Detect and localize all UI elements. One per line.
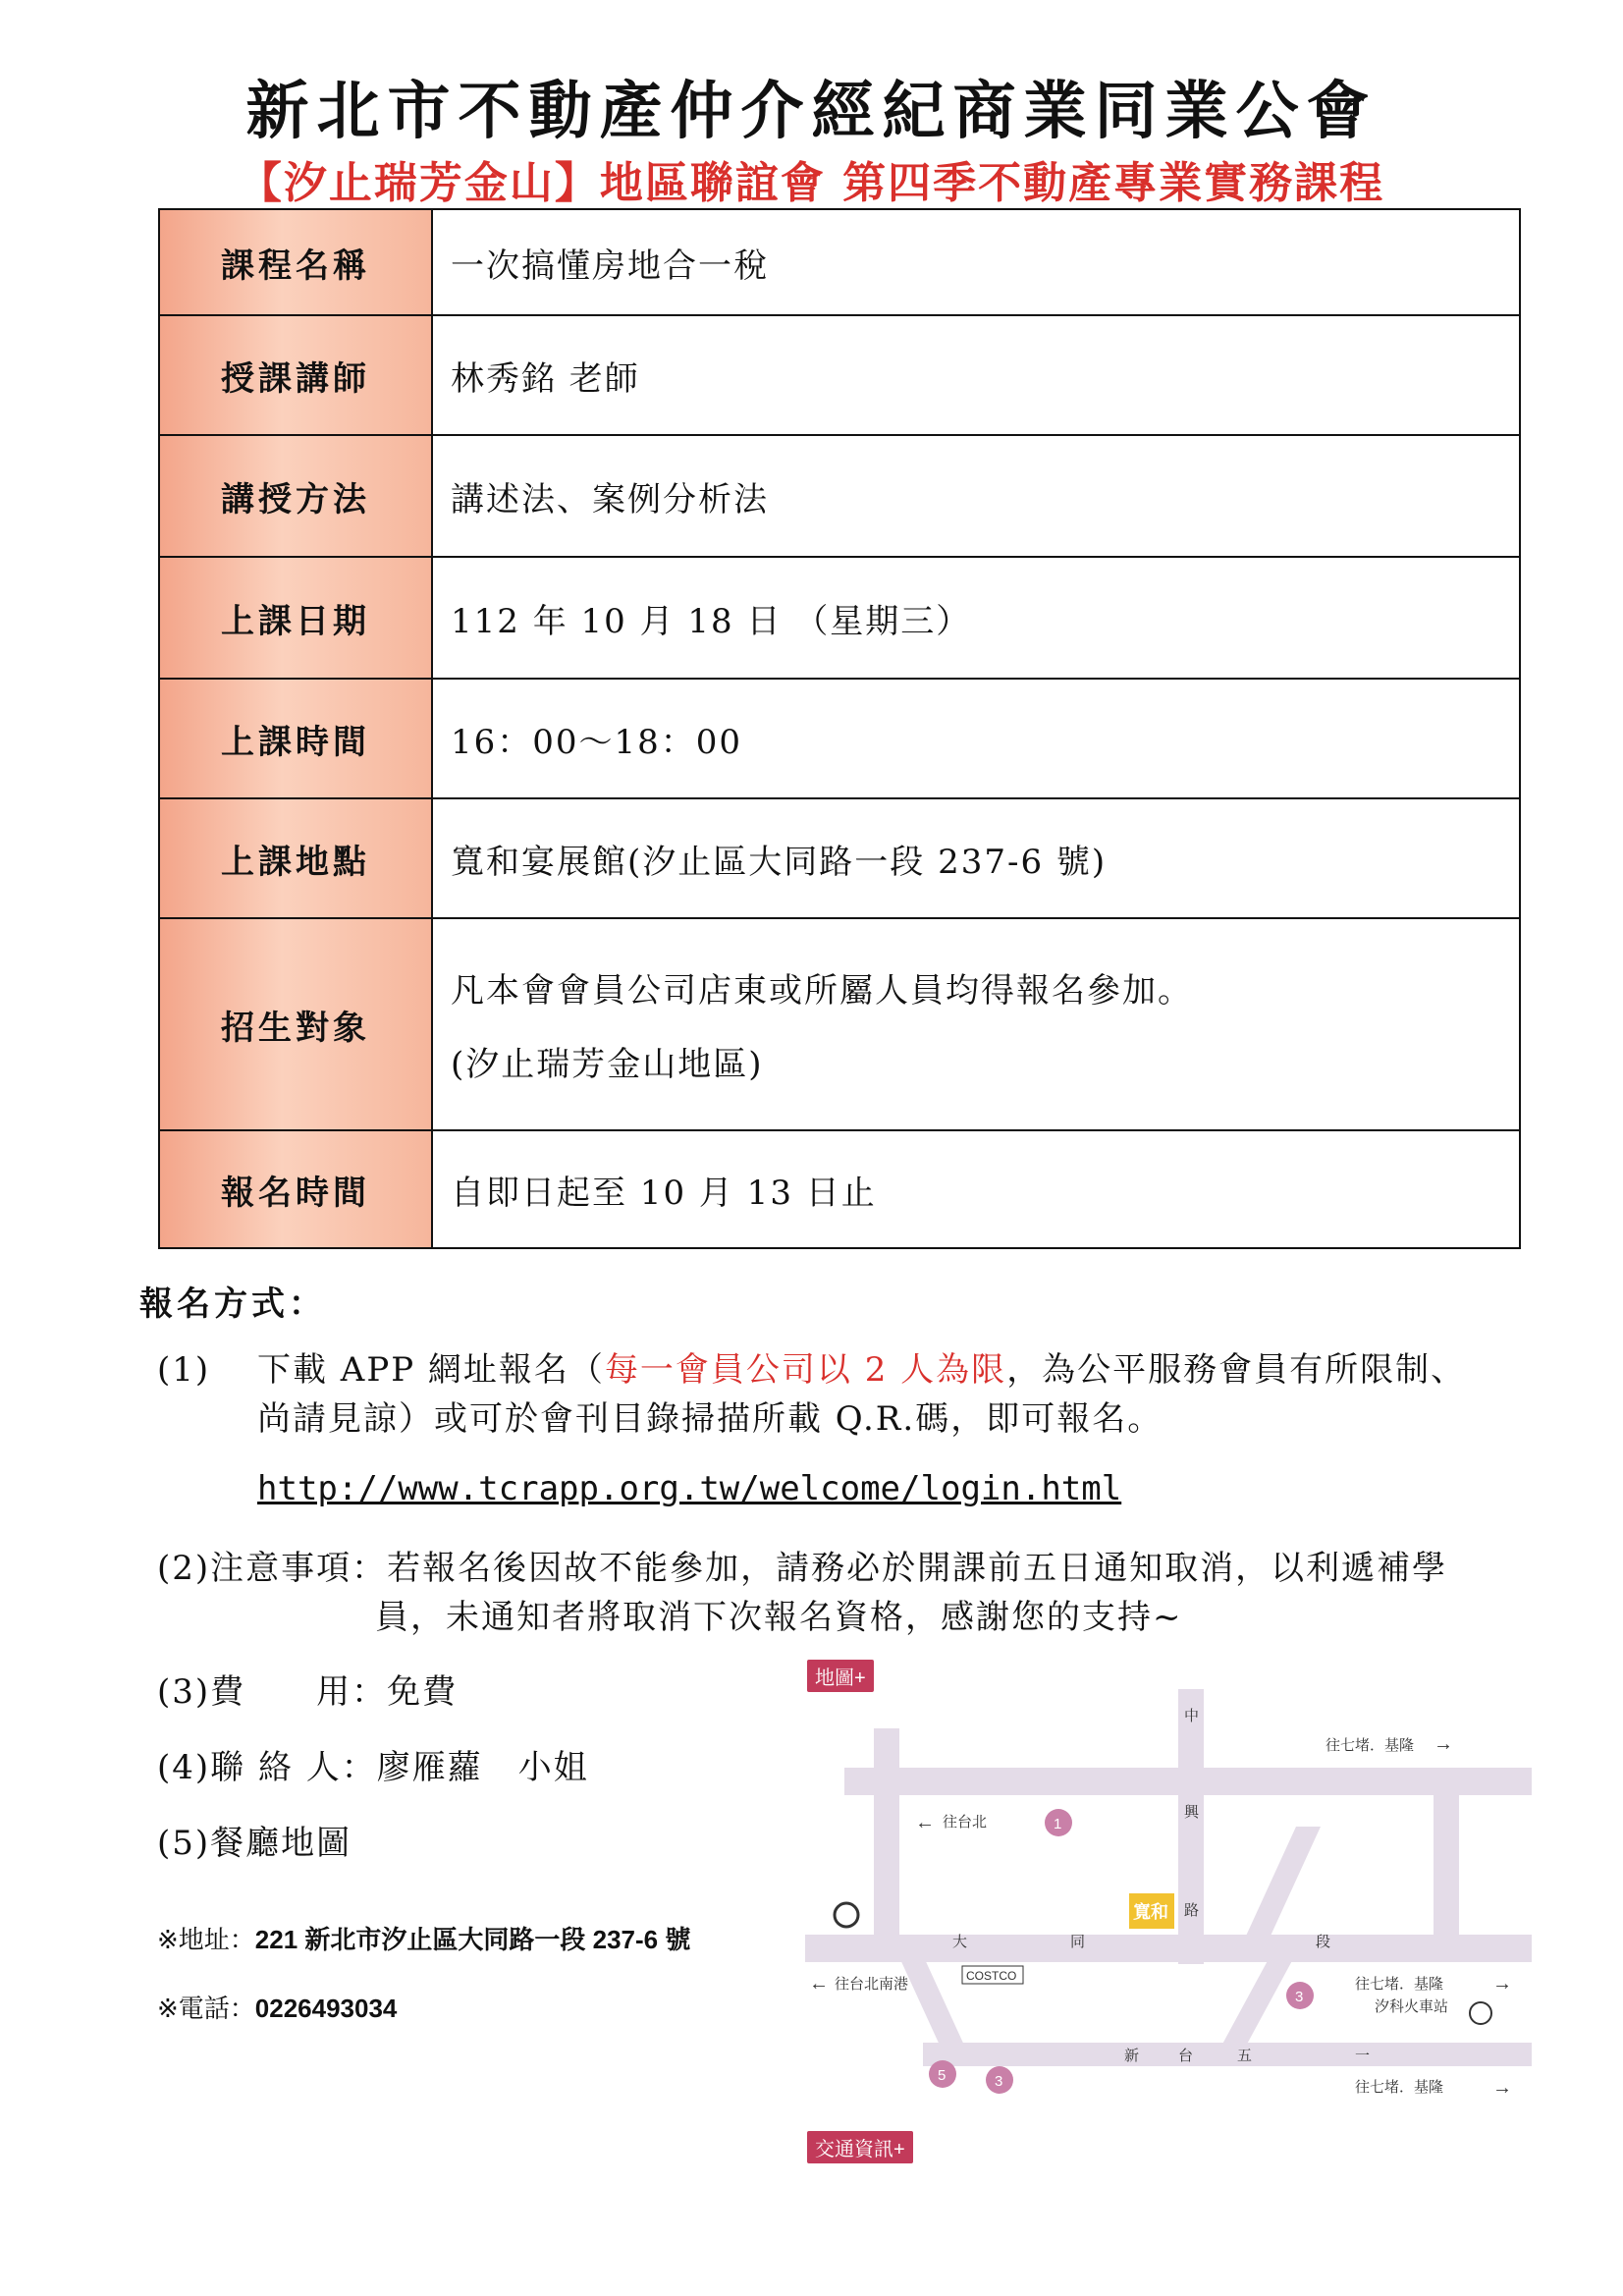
row-label: 課程名稱	[159, 209, 432, 315]
map-marker-3-left-number: 3	[995, 2073, 1003, 2090]
table-row	[159, 798, 1520, 918]
row-value-line1: 凡本會會員公司店東或所屬人員均得報名參加。	[451, 971, 1193, 1011]
item1-text-b: ，為公平服務會員有所限制、	[1006, 1350, 1467, 1390]
row-value: 16：00～18：00	[432, 679, 1520, 798]
table-row	[159, 557, 1520, 679]
contact-item	[157, 1743, 589, 1792]
map-label-kuanhe: 寬和	[1133, 1902, 1168, 1922]
item1-text-a: 下載 APP 網址報名（	[257, 1350, 605, 1390]
map-label-xing: 興	[1184, 1804, 1200, 1821]
course-info-table	[158, 208, 1521, 1249]
phone-line	[157, 1989, 397, 2025]
train-icon	[1470, 2002, 1491, 2024]
signup-url-link[interactable]: http://www.tcrapp.org.tw/welcome/login.html	[257, 1469, 1122, 1508]
row-value: 寬和宴展館(汐止區大同路一段 237-6 號)	[432, 798, 1520, 918]
address-value: 221 新北市汐止區大同路一段 237-6 號	[254, 1925, 691, 1954]
page-title: 新北市不動產仲介經紀商業同業公會	[245, 75, 1378, 148]
signup-item-1	[257, 1345, 1534, 1394]
signup-title: 報名方式：	[139, 1285, 326, 1324]
address-label: ※地址：	[157, 1925, 255, 1954]
restaurant-map-label: (5)餐廳地圖	[157, 1824, 352, 1863]
phone-value: 0226493034	[254, 1994, 398, 2023]
row-value: 112 年 10 月 18 日 （星期三）	[432, 557, 1520, 679]
road-diagonal-upper	[1242, 1827, 1321, 1944]
map-label-duan: 段	[1316, 1934, 1331, 1950]
fee-item	[157, 1667, 458, 1717]
row-value-line2: (汐止瑞芳金山地區)	[451, 1045, 764, 1084]
map-label-tong: 同	[1070, 1934, 1086, 1950]
table-row	[159, 435, 1520, 557]
map-label-wu: 五	[1237, 2048, 1253, 2064]
table-row	[159, 679, 1520, 798]
map-label-to-qidu-right: 往七堵．基隆	[1355, 1976, 1444, 1993]
table-row	[159, 315, 1520, 435]
road-xintai	[923, 2043, 1532, 2066]
phone-label: ※電話：	[157, 1994, 255, 2023]
row-value: 一次搞懂房地合一稅	[432, 209, 1520, 315]
map-marker-5-number: 5	[938, 2067, 947, 2084]
map-label-lu: 路	[1184, 1902, 1200, 1919]
fee-value: 免費	[387, 1672, 459, 1712]
signup-item-2-line2: 員，未通知者將取消下次報名資格，感謝您的支持~	[375, 1598, 1183, 1637]
traffic-info-tag[interactable]: 交通資訊+	[807, 2131, 913, 2163]
road-nangang	[874, 1728, 899, 1944]
map-marker-1-number: 1	[1054, 1816, 1062, 1832]
row-label: 招生對象	[159, 918, 432, 1130]
map-tag[interactable]: 地圖+	[807, 1660, 874, 1692]
row-value: 林秀銘 老師	[432, 315, 1520, 435]
table-row	[159, 918, 1520, 1130]
arrow-right-icon: →	[1492, 1973, 1512, 1995]
contact-label: (4)聯 絡 人：	[157, 1748, 377, 1787]
row-label: 授課講師	[159, 315, 432, 435]
row-label: 上課時間	[159, 679, 432, 798]
arrow-right-icon: →	[1492, 2077, 1512, 2099]
map-marker-3-right-number: 3	[1295, 1989, 1304, 2005]
map-label-to-qidu-top: 往七堵．基隆	[1325, 1737, 1415, 1754]
row-value: 講述法、案例分析法	[432, 435, 1520, 557]
road-zhongxing	[1178, 1689, 1204, 1964]
row-label: 講授方法	[159, 435, 432, 557]
map-label-xin: 新	[1124, 2048, 1140, 2064]
address-line	[157, 1920, 690, 1956]
row-label: 報名時間	[159, 1130, 432, 1248]
map-label-yi: 一	[1355, 2048, 1371, 2064]
row-label: 上課日期	[159, 557, 432, 679]
arrow-left-icon: ←	[809, 1973, 829, 1995]
table-row	[159, 1130, 1520, 1248]
table-row	[159, 209, 1520, 315]
map-label-xizhi-station: 汐科火車站	[1375, 1998, 1449, 2015]
map-label-to-qidu-bottom: 往七堵．基隆	[1355, 2079, 1444, 2096]
item1-limit-note: 每一會員公司以 2 人為限	[604, 1350, 1007, 1390]
page-subtitle: 【汐止瑞芳金山】地區聯誼會 第四季不動產專業實務課程	[238, 158, 1385, 208]
restaurant-map	[805, 1689, 1532, 2121]
map-label-da: 大	[952, 1934, 968, 1950]
arrow-left-icon: ←	[915, 1812, 935, 1833]
map-label-to-taipei: 往台北	[943, 1814, 988, 1831]
map-label-zhong: 中	[1184, 1708, 1200, 1724]
metro-icon	[835, 1903, 858, 1927]
row-value	[432, 918, 1520, 1130]
map-label-to-taipei-nangang: 往台北南港	[835, 1976, 909, 1993]
contact-value: 廖雁蘿 小姐	[376, 1748, 589, 1787]
road-right	[1434, 1787, 1459, 1944]
row-label: 上課地點	[159, 798, 432, 918]
fee-label: (3)費 用：	[157, 1672, 388, 1712]
signup-item-2-line1: (2)注意事項：若報名後因故不能參加，請務必於開課前五日通知取消，以利遞補學	[157, 1549, 1448, 1588]
signup-item-1-number: (1)	[157, 1350, 211, 1390]
row-value: 自即日起至 10 月 13 日止	[432, 1130, 1520, 1248]
arrow-right-icon: →	[1434, 1733, 1453, 1755]
signup-item-1-line2: 尚請見諒）或可於會刊目錄掃描所載 Q.R.碼，即可報名。	[257, 1399, 1163, 1439]
map-label-tai: 台	[1178, 2048, 1194, 2064]
map-label-costco: COSTCO	[966, 1969, 1017, 1983]
